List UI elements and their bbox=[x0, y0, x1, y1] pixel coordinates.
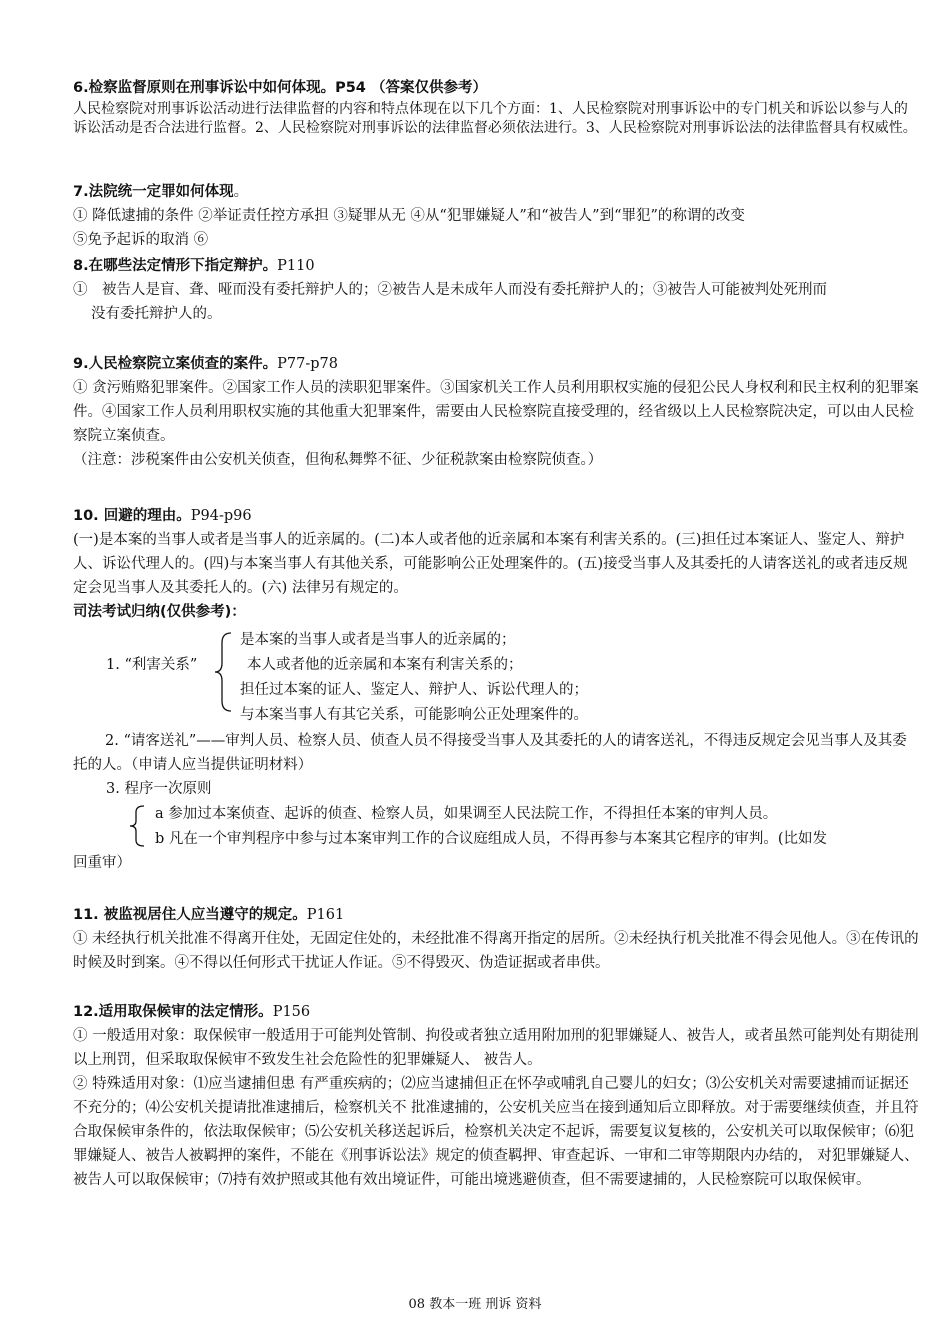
q11-heading bbox=[73, 903, 921, 927]
q9-note: （注意：涉税案件由公安机关侦查，但徇私舞弊不征、少征税款案由检察院侦查。） bbox=[73, 452, 603, 468]
q11-heading-text: 11. 被监视居住人应当遵守的规定。 bbox=[73, 907, 307, 923]
section-q11 bbox=[73, 903, 921, 975]
section-q9 bbox=[73, 352, 921, 472]
section-q6 bbox=[73, 76, 921, 138]
q12-para2: ② 特殊适用对象：⑴应当逮捕但患 有严重疾病的；⑵应当逮捕但正在怀孕或哺乳自己婴儿的妇女；⑶公安机关对需要逮捕而证据还不充分的；⑷公安机关提请批准逮捕后，检察机关不 批准逮捕的，公安机关应当在接到通知后立即释放。对于需要继续侦查，并且符 合取保候审条件的，依法取保候审；⑸公安机关移送起诉后，检察机关决定不起诉，需要复议复核的，公安机关可以取保候审；⑹犯罪嫌疑人、被告人被羁押的案件，不能在《刑事诉讼法》规定的侦查羁押、审查起诉、一审和二审等期限内办结的， 对犯罪嫌疑人、被告人可以取保候审；⑺持有效护照或其他有效出境证件，可能出境逃避侦查，但不需要逮捕的，人民检察院可以取保候审。 bbox=[73, 1076, 919, 1188]
q10-item3-c: 回重审） bbox=[73, 855, 131, 871]
q6-body: 人民检察院对刑事诉讼活动进行法律监督的内容和特点体现在以下几个方面：1、人民检察院对刑事诉讼中的专门机关和诉讼以参与人的诉讼活动是否合法进行监督。2、人民检察院对刑事诉讼的法律监督必须依法进行。3、人民检察院对刑事诉讼法的法律监督具有权威性。 bbox=[73, 101, 917, 136]
q8-heading-text: 8.在哪些法定情形下指定辩护。 bbox=[73, 258, 278, 274]
q12-heading-text: 12.适用取保候审的法定情形。 bbox=[73, 1004, 273, 1020]
q10-item3-label: 3. 程序一次原则 bbox=[106, 781, 212, 797]
q10-item1-line1: 是本案的当事人或者是当事人的近亲属的； bbox=[240, 632, 516, 648]
q9-heading-text: 9.人民检察院立案侦查的案件。 bbox=[73, 356, 278, 372]
q10-heading-tail: P94-p96 bbox=[190, 508, 252, 524]
q9-heading-tail: P77-p78 bbox=[277, 356, 338, 372]
q10-item1-label: 1. “利害关系” bbox=[106, 657, 198, 673]
q7-heading-tail: 。 bbox=[233, 184, 249, 200]
page-footer: 08 教本一班 刑诉 资料 bbox=[408, 1297, 542, 1312]
q10-summary-title: 司法考试归纳(仅供参考)： bbox=[73, 604, 246, 620]
q8-heading bbox=[73, 254, 921, 278]
q10-heading bbox=[73, 504, 921, 528]
q7-line2: ⑤免予起诉的取消 ⑥ bbox=[73, 232, 209, 248]
q10-item1-line4: 与本案当事人有其它关系，可能影响公正处理案件的。 bbox=[240, 707, 588, 723]
q10-item1-line2: 本人或者他的近亲属和本案有利害关系的； bbox=[247, 657, 523, 673]
q10-item1-line3: 担任过本案的证人、鉴定人、辩护人、诉讼代理人的； bbox=[240, 682, 588, 698]
section-q10 bbox=[73, 504, 921, 624]
q7-line1: ① 降低逮捕的条件 ②举证责任控方承担 ③疑罪从无 ④从“犯罪嫌疑人”和“被告人”到“罪犯”的称谓的改变 bbox=[73, 208, 745, 224]
q12-heading bbox=[73, 1000, 921, 1024]
q11-heading-tail: P161 bbox=[306, 907, 345, 923]
left-brace-icon bbox=[128, 804, 148, 848]
q7-heading-text: 7.法院统一定罪如何体现 bbox=[73, 184, 234, 200]
section-q8 bbox=[73, 254, 921, 326]
q11-body: ① 未经执行机关批准不得离开住处，无固定住处的，未经批准不得离开指定的居所。②未经执行机关批准不得会见他人。③在传讯的时候及时到案。④不得以任何形式干扰证人作证。⑤不得毁灭、伪造证据或者串供。 bbox=[73, 931, 919, 971]
q9-body: ① 贪污贿赂犯罪案件。②国家工作人员的渎职犯罪案件。③国家机关工作人员利用职权实施的侵犯公民人身权利和民主权利的犯罪案件。④国家工作人员利用职权实施的其他重大犯罪案件，需要由人民检察院直接受理的，经省级以上人民检察院决定，可以由人民检察院立案侦查。 bbox=[73, 380, 919, 444]
q8-heading-tail: P110 bbox=[277, 258, 315, 274]
q6-heading: 6.检察监督原则在刑事诉讼中如何体现。P54 （答案仅供参考） bbox=[73, 80, 487, 96]
left-brace-icon bbox=[213, 631, 235, 713]
q9-heading bbox=[73, 352, 921, 376]
q12-heading-tail: P156 bbox=[272, 1004, 311, 1020]
q10-body: (一)是本案的当事人或者是当事人的近亲属的。(二)本人或者他的近亲属和本案有利害关系的。(三)担任过本案证人、鉴定人、辩护人、诉讼代理人的。(四)与本案当事人有其他关系，可能影响公正处理案件的。(五)接受当事人及其委托的人请客送礼的或者违反规定会见当事人及其委托人的。(六) 法律另有规定的。 bbox=[73, 532, 908, 596]
section-q12 bbox=[73, 1000, 921, 1192]
q10-heading-text: 10. 回避的理由。 bbox=[73, 508, 191, 524]
q8-line2: 没有委托辩护人的。 bbox=[91, 306, 222, 322]
section-q7 bbox=[73, 180, 921, 252]
q10-item3-b: b 凡在一个审判程序中参与过本案审判工作的合议庭组成人员，不得再参与本案其它程序的审判。(比如发 bbox=[155, 831, 828, 847]
q7-heading bbox=[73, 180, 921, 204]
q10-item3-a: a 参加过本案侦查、起诉的侦查、检察人员，如果调至人民法院工作，不得担任本案的审判人员。 bbox=[155, 806, 778, 822]
q12-para1: ① 一般适用对象：取保候审一般适用于可能判处管制、拘役或者独立适用附加刑的犯罪嫌疑人、被告人，或者虽然可能判处有期徒刑以上刑罚，但采取取保候审不致发生社会危险性的犯罪嫌疑人、 被告人。 bbox=[73, 1028, 919, 1068]
q8-line1: ① 被告人是盲、聋、哑而没有委托辩护人的；②被告人是未成年人而没有委托辩护人的；③被告人可能被判处死刑而 bbox=[73, 282, 827, 298]
q10-item2: 2. “请客送礼”——审判人员、检察人员、侦查人员不得接受当事人及其委托的人的请客送礼，不得违反规定会见当事人及其委托的人。（申请人应当提供证明材料） bbox=[73, 733, 907, 773]
